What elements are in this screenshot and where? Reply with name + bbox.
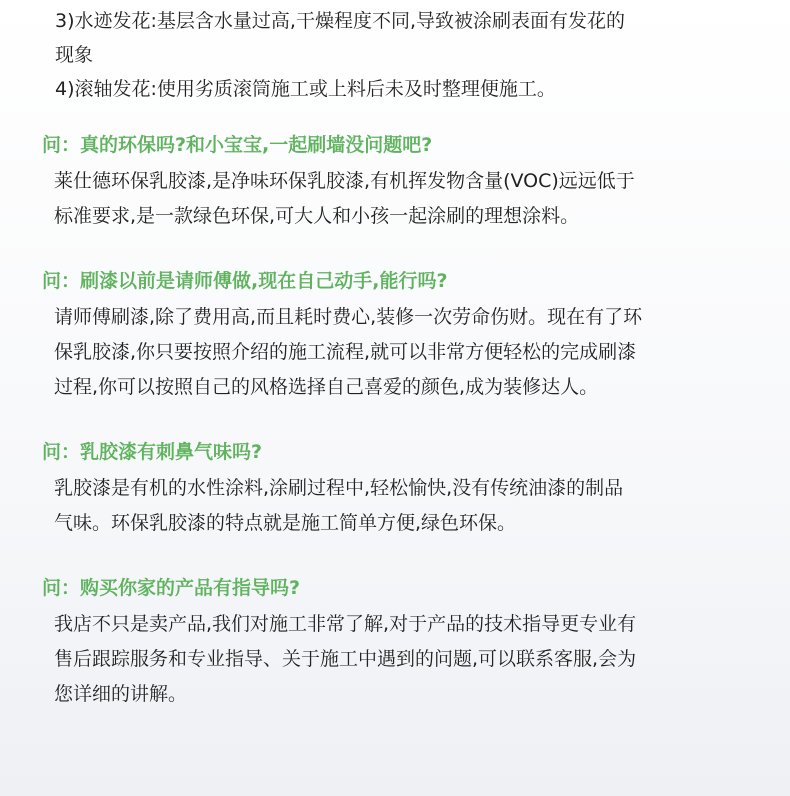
question-prefix: 问：: [42, 270, 81, 292]
question-prefix: 问：: [42, 577, 81, 599]
answer-line: 乳胶漆是有机的水性涂料,涂刷过程中,轻松愉快,没有传统油漆的制品: [54, 477, 624, 499]
answer-line: 过程,你可以按照自己的风格选择自己喜爱的颜色,成为装修达人。: [54, 376, 599, 398]
question-text: 刷漆以前是请师傅做,现在自己动手,能行吗?: [80, 270, 448, 292]
question-text: 真的环保吗?和小宝宝,一起刷墙没问题吧?: [80, 134, 433, 156]
faq-item-odor: [42, 437, 762, 541]
faq-answer: [54, 164, 754, 234]
faq-question: [42, 437, 762, 467]
answer-line: 我店不只是卖产品,我们对施工非常了解,对于产品的技术指导更专业有: [54, 613, 637, 635]
faq-question: [42, 130, 762, 160]
answer-line: 标准要求,是一款绿色环保,可大人和小孩一起涂刷的理想涂料。: [54, 205, 580, 227]
intro-item-3-line-1: 3)水迹发花:基层含水量过高,干燥程度不同,导致被涂刷表面有发花的: [55, 10, 625, 32]
answer-line: 气味。环保乳胶漆的特点就是施工简单方便,绿色环保。: [54, 512, 517, 534]
faq-question: [42, 266, 762, 296]
intro-item-3-line-2: 现象: [55, 44, 94, 66]
answer-line: 莱仕德环保乳胶漆,是净味环保乳胶漆,有机挥发物含量(VOC)远远低于: [54, 170, 635, 192]
question-text: 购买你家的产品有指导吗?: [80, 577, 301, 599]
intro-section: [55, 4, 765, 106]
faq-question: [42, 573, 762, 603]
question-prefix: 问：: [42, 441, 81, 463]
faq-answer: [54, 607, 754, 712]
answer-line: 您详细的讲解。: [54, 683, 188, 705]
question-text: 乳胶漆有刺鼻气味吗?: [80, 441, 263, 463]
faq-item-guidance: [42, 573, 762, 712]
question-prefix: 问：: [42, 134, 81, 156]
answer-line: 请师傅刷漆,除了费用高,而且耗时费心,装修一次劳命伤财。现在有了环: [54, 306, 643, 328]
faq-answer: [54, 471, 754, 541]
intro-item-4: 4)滚轴发花:使用劣质滚筒施工或上料后未及时整理便施工。: [55, 78, 556, 100]
faq-answer: [54, 300, 754, 405]
answer-line: 保乳胶漆,你只要按照介绍的施工流程,就可以非常方便轻松的完成刷漆: [54, 341, 637, 363]
faq-item-diy: [42, 266, 762, 405]
answer-line: 售后跟踪服务和专业指导、关于施工中遇到的问题,可以联系客服,会为: [54, 648, 637, 670]
faq-item-eco: [42, 130, 762, 234]
